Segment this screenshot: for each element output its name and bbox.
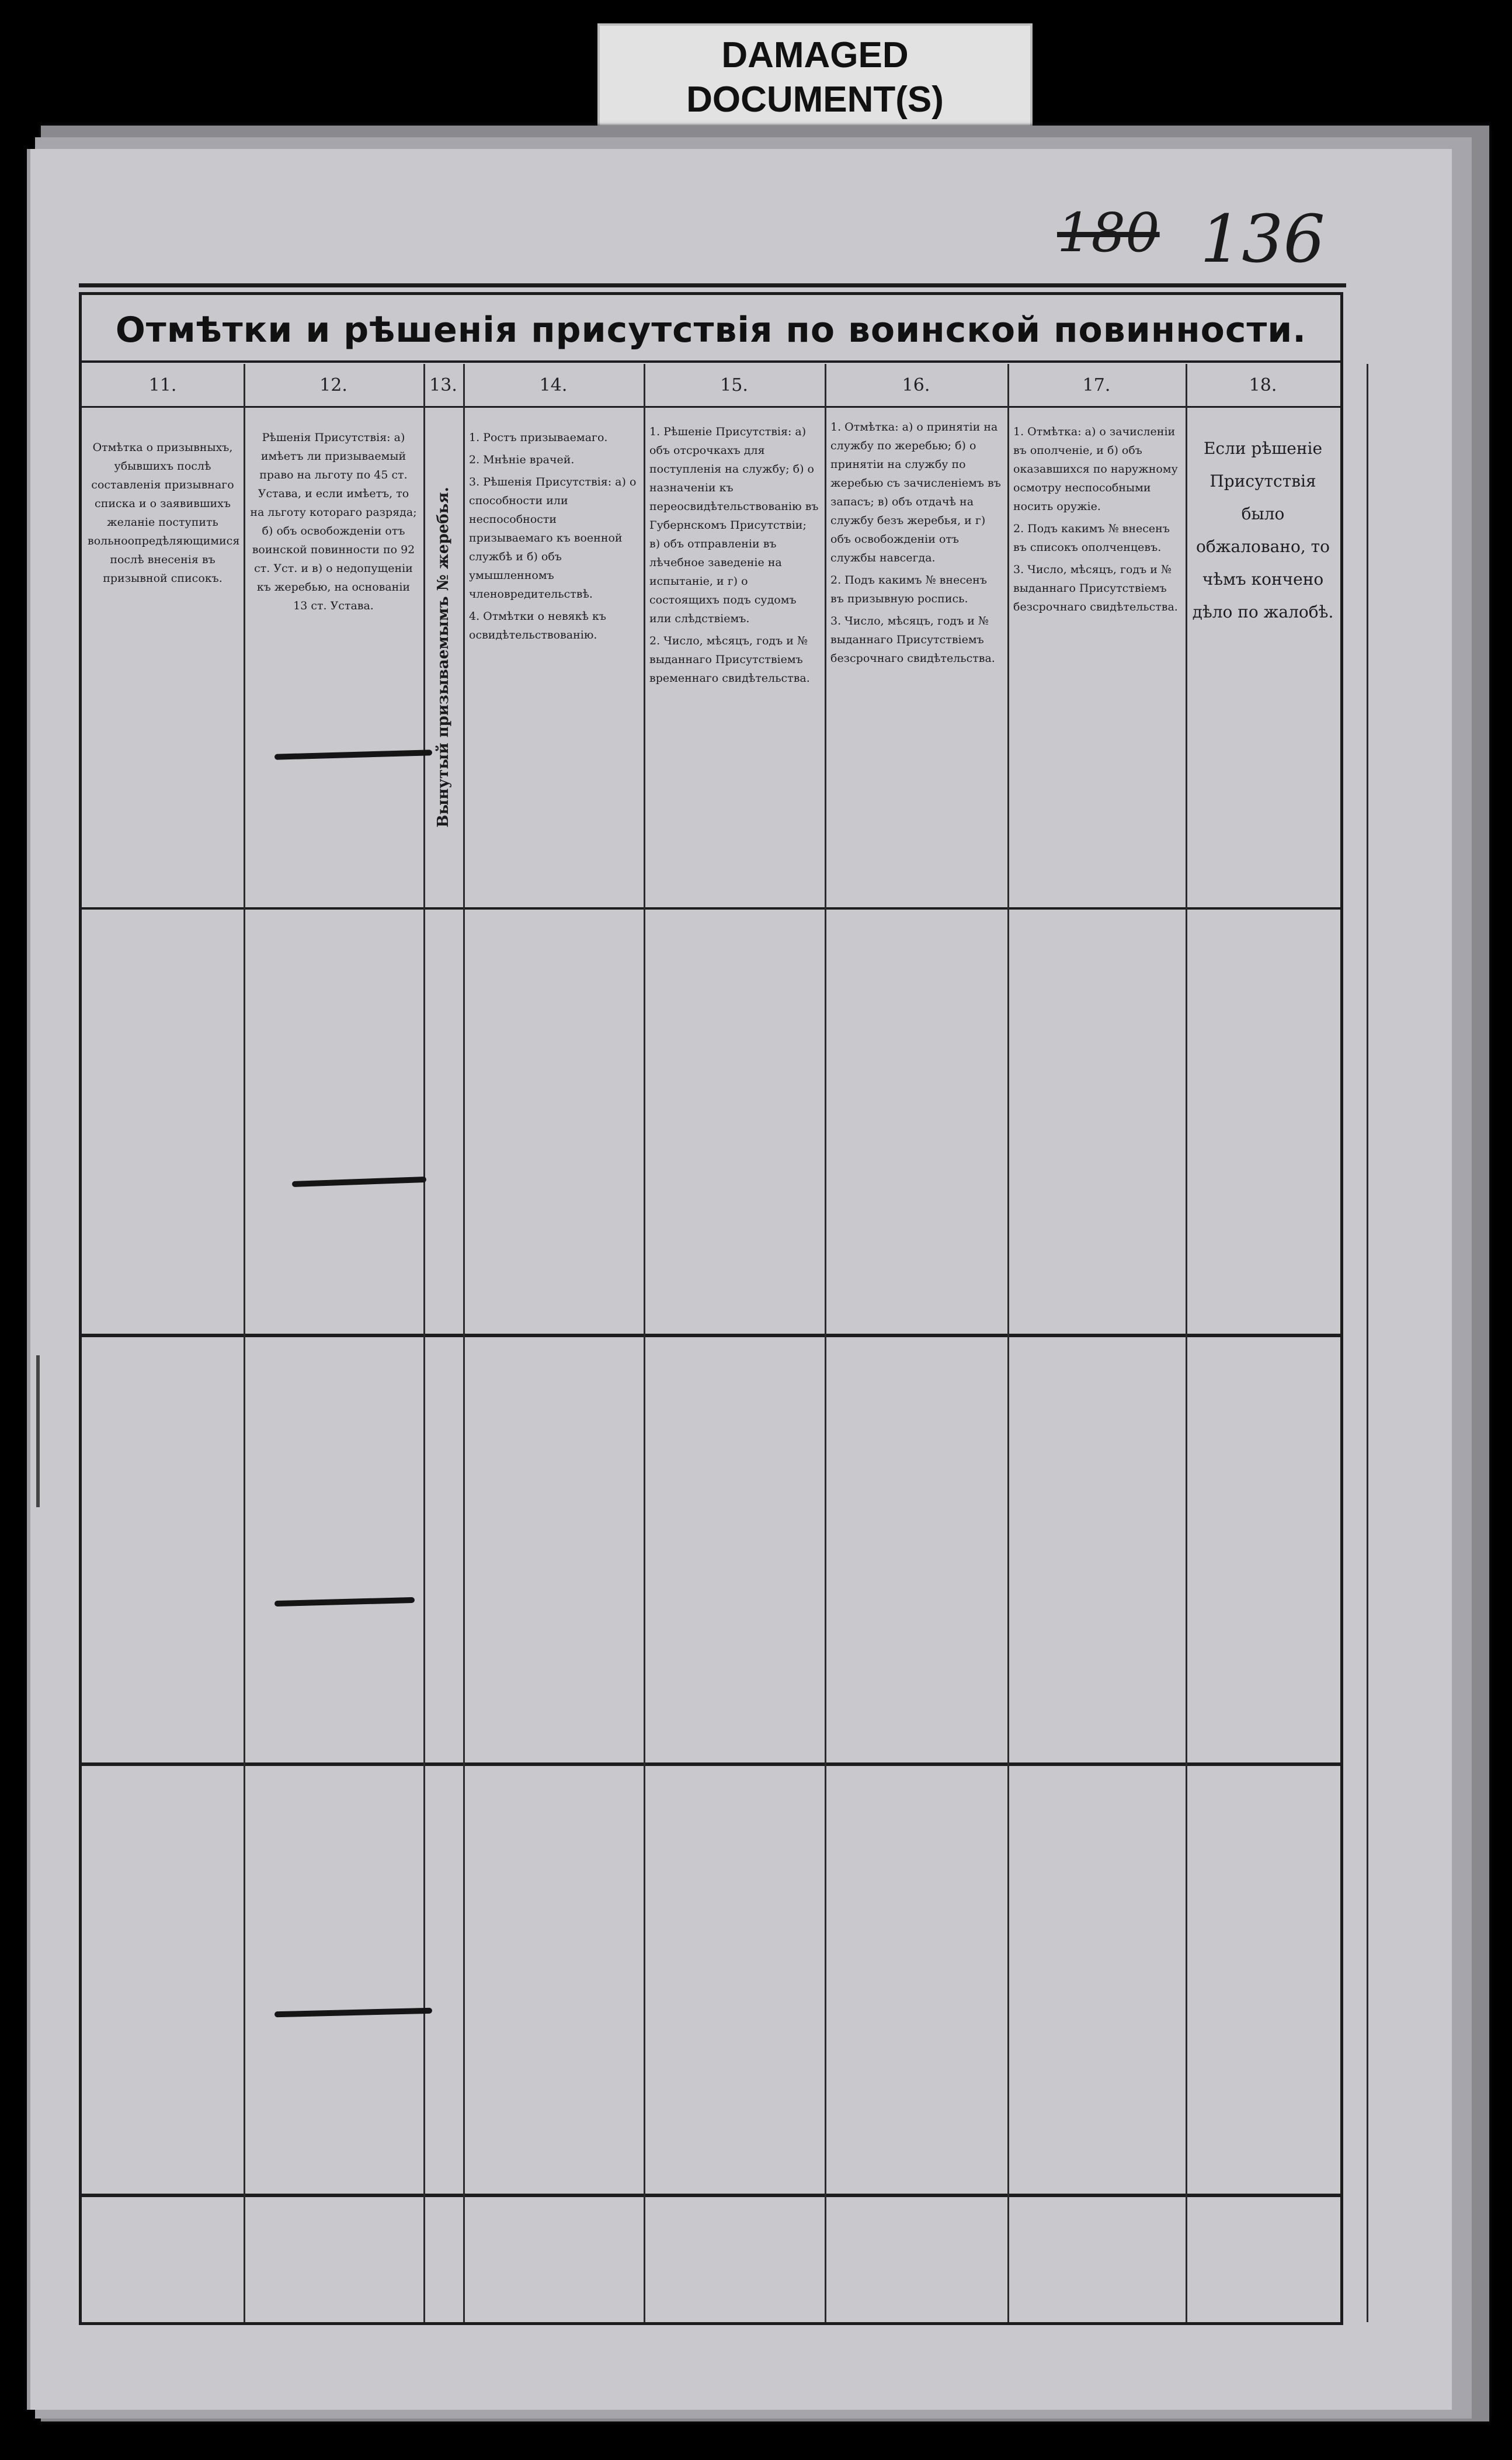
header-text: 3. Число, мѣсяцъ, годъ и № выданнаго Присутствіемъ безсрочнаго свидѣтельства.	[1013, 563, 1178, 613]
dash-mark-row-3	[274, 1597, 415, 1607]
header-text: 4. Отмѣтки о невякѣ къ освидѣтельствованію.	[469, 610, 606, 641]
header-text: 2. Мнѣніе врачей.	[469, 453, 575, 466]
column-header-17	[1007, 422, 1186, 620]
header-text: 2. Подъ какимъ № внесенъ въ призывную роспись.	[830, 574, 987, 605]
column-divider	[244, 364, 245, 2322]
column-header-18	[1186, 432, 1340, 632]
header-text: 3. Число, мѣсяцъ, годъ и № выданнаго Присутствіемъ безсрочнаго свидѣтельства.	[830, 615, 995, 665]
header-text: 1. Ростъ призываемаго.	[469, 431, 608, 444]
column-number-11: 11.	[148, 374, 177, 395]
column-header-15	[644, 422, 825, 691]
column-divider	[1367, 364, 1368, 2322]
column-divider	[1186, 364, 1187, 2322]
row-divider-1	[82, 1334, 1340, 1337]
dash-mark-row-2	[292, 1177, 426, 1187]
column-number-14: 14.	[539, 374, 568, 395]
header-text: 2. Подъ какимъ № внесенъ въ списокъ ополченцевъ.	[1013, 522, 1170, 554]
dash-mark-row-1	[274, 750, 432, 760]
column-number-17: 17.	[1082, 374, 1111, 395]
stamp-line-1: DAMAGED	[721, 34, 909, 75]
row-divider-2	[82, 1762, 1340, 1766]
header-text: 1. Рѣшеніе Присутствія: а) объ отсрочкахъ для поступленія на службу; б) о назначеніи къ переосвидѣтельствованію въ Губернскомъ Присутствіи; в) объ отправленіи въ лѣчебное заведеніе на испытаніе, и г) о состоящихъ подъ судомъ или слѣдствіемъ.	[649, 425, 819, 625]
dash-mark-row-4	[274, 2008, 432, 2018]
column-header-13	[423, 409, 463, 905]
register-table	[79, 292, 1343, 2325]
column-header-16	[825, 418, 1007, 671]
column-divider	[463, 364, 465, 2322]
header-text: Рѣшенія Присутствія: а) имѣетъ ли призываемый право на льготу по 45 ст. Устава, и если имѣетъ, то на льготу котораго разряда; б) объ освобожденіи отъ воинской повинности по 92 ст. Уст. и в) о недопущеніи къ жеребью, на основаніи 13 ст. Устава.	[250, 431, 417, 612]
column-number-18: 18.	[1249, 374, 1277, 395]
column-number-15: 15.	[720, 374, 748, 395]
number-row-rule	[82, 406, 1340, 408]
header-row-rule	[82, 907, 1340, 910]
column-number-12: 12.	[319, 374, 347, 395]
binding-edge-mark	[36, 1355, 40, 1507]
top-rule	[79, 283, 1346, 287]
row-divider-3	[82, 2194, 1340, 2197]
header-text: Вынутый призываемымъ № жеребья.	[435, 487, 452, 828]
column-header-14	[463, 428, 644, 648]
column-header-11	[82, 438, 244, 591]
column-number-16: 16.	[902, 374, 930, 395]
table-title: Отмѣтки и рѣшенія присутствія по воинской повинности.	[115, 310, 1307, 351]
header-text: 1. Отмѣтка: а) о зачисленіи въ ополченіе, и б) объ оказавшихся по наружному осмотру неспособными носить оружіе.	[1013, 425, 1178, 513]
damaged-document-stamp	[597, 23, 1033, 131]
column-divider	[1007, 364, 1009, 2322]
header-text: 3. Рѣшенія Присутствія: а) о способности или неспособности призываемаго къ военной службѣ и б) объ умышленномъ членовредительствѣ.	[469, 476, 637, 601]
column-number-13: 13.	[429, 374, 457, 395]
header-text: Если рѣшеніе Присутствія было обжаловано, то чѣмъ кончено дѣло по жалобѣ.	[1192, 439, 1334, 622]
header-text: 1. Отмѣтка: а) о принятіи на службу по жеребью; б) о принятіи на службу по жеребью съ зачисленіемъ въ запасъ; в) объ отдачѣ на службу безъ жеребья, и г) объ освобожденіи отъ службы навсегда.	[830, 421, 1001, 564]
stamp-line-2: DOCUMENT(S)	[686, 79, 944, 120]
title-rule	[82, 360, 1340, 363]
header-text: Отмѣтка о призывныхъ, убывшихъ послѣ составленія призывнаго списка и о заявившихъ желаніе поступить вольноопредѣляющимися послѣ внесенія въ призывной списокъ.	[88, 441, 240, 585]
column-header-12	[244, 428, 423, 619]
folio-number-new: 136	[1200, 202, 1325, 277]
folio-number-old: 180	[1057, 202, 1160, 264]
header-text: 2. Число, мѣсяцъ, годъ и № выданнаго Присутствіемъ временнаго свидѣтельства.	[649, 634, 810, 685]
